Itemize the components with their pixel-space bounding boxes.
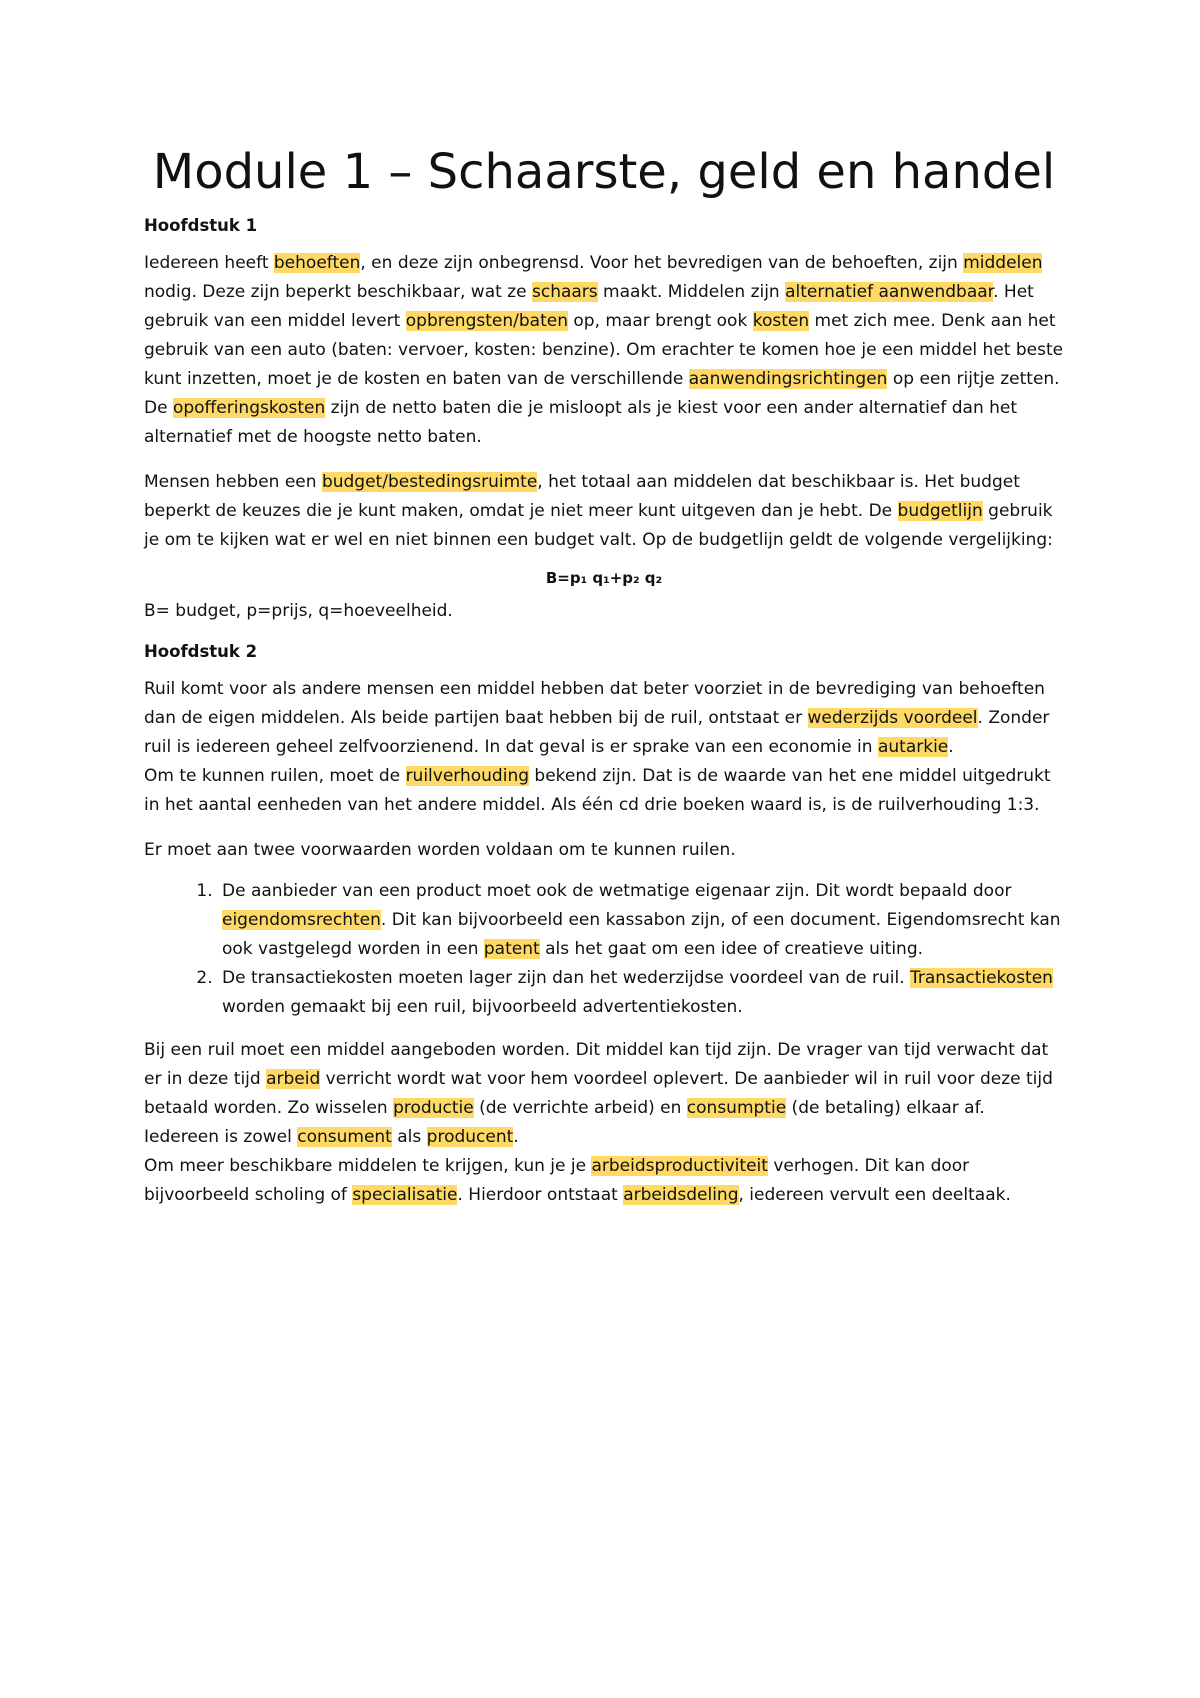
highlight-productie: productie xyxy=(393,1098,474,1118)
chapter-2-paragraph-4: Bij een ruil moet een middel aangeboden worden. Dit middel kan tijd zijn. De vrager van tijd verwacht dat er in deze tijd arbeid verricht wordt wat voor hem voordeel oplevert. De aanbieder wil in ruil voor deze tijd betaald worden. Zo wisselen productie (de verrichte arbeid) en consumptie (de betaling) elkaar af. Iedereen is zowel consument als producent. xyxy=(144,1040,1053,1147)
highlight-kosten: kosten xyxy=(752,311,810,331)
highlight-ruilverhouding: ruilverhouding xyxy=(405,766,530,786)
highlight-patent: patent xyxy=(483,939,540,959)
document-content xyxy=(144,140,1064,1210)
highlight-autarkie: autarkie xyxy=(877,737,949,757)
formula-legend: B= budget, p=prijs, q=hoeveelheid. xyxy=(144,601,453,621)
highlight-budgetlijn: budgetlijn xyxy=(897,501,983,521)
chapter-1-paragraph-3: Mensen hebben een budget/bestedingsruimte, het totaal aan middelen dat beschikbaar is. Het budget beperkt de keuzes die je kunt maken, omdat je niet meer kunt uitgeven dan je hebt. De budgetlijn gebruik je om te kijken wat er wel en niet binnen een budget valt. Op de budgetlijn geldt de volgende vergelijking: xyxy=(144,472,1053,550)
highlight-eigendomsrechten: eigendomsrechten xyxy=(222,910,381,930)
highlight-opofferingskosten: opofferingskosten xyxy=(172,398,326,418)
chapter-2-heading: Hoofdstuk 2 xyxy=(144,642,258,661)
highlight-opbrengsten-baten: opbrengsten/baten xyxy=(405,311,568,331)
highlight-specialisatie: specialisatie xyxy=(352,1185,458,1205)
highlight-producent: producent xyxy=(426,1127,514,1147)
list-item: 2. De transactiekosten moeten lager zijn dan het wederzijdse voordeel van de ruil. Transactiekosten worden gemaakt bij een ruil, bijvoorbeeld advertentiekosten. xyxy=(218,964,1064,1022)
highlight-alternatief-aanwendbaar: alternatief aanwendbaar xyxy=(785,282,994,302)
highlight-wederzijds-voordeel: wederzijds voordeel xyxy=(807,708,978,728)
highlight-aanwendingsrichtingen: aanwendingsrichtingen xyxy=(688,369,888,389)
chapter-1-heading: Hoofdstuk 1 xyxy=(144,216,258,235)
chapter-2-paragraph-5: Om meer beschikbare middelen te krijgen, kun je je arbeidsproductiviteit verhogen. Dit kan door bijvoorbeeld scholing of specialisatie. Hierdoor ontstaat arbeidsdeling, iedereen vervult een deeltaak. xyxy=(144,1156,1011,1205)
highlight-transactiekosten: Transactiekosten xyxy=(910,968,1053,988)
page-title: Module 1 – Schaarste, geld en handel xyxy=(152,144,1056,200)
highlight-consument: consument xyxy=(297,1127,392,1147)
list-item: 1. De aanbieder van een product moet ook de wetmatige eigenaar zijn. Dit wordt bepaald door eigendomsrechten. Dit kan bijvoorbeeld een kassabon zijn, of een document. Eigendomsrecht kan ook vastgelegd worden in een patent als het gaat om een idee of creatieve uiting. xyxy=(218,877,1064,964)
highlight-schaars: schaars xyxy=(531,282,598,302)
highlight-arbeid: arbeid xyxy=(266,1069,321,1089)
highlight-middelen: middelen xyxy=(963,253,1043,273)
highlight-budget-bestedingsruimte: budget/bestedingsruimte xyxy=(321,472,538,492)
chapter-2-paragraph-3: Er moet aan twee voorwaarden worden voldaan om te kunnen ruilen. xyxy=(144,840,736,860)
highlight-arbeidsproductiviteit: arbeidsproductiviteit xyxy=(591,1156,768,1176)
conditions-list xyxy=(144,877,1064,1022)
chapter-1-paragraph-2: De opofferingskosten zijn de netto baten die je misloopt als je kiest voor een ander alternatief dan het alternatief met de hoogste netto baten. xyxy=(144,398,1018,447)
chapter-2-paragraph-1: Ruil komt voor als andere mensen een middel hebben dat beter voorziet in de bevrediging van behoeften dan de eigen middelen. Als beide partijen baat hebben bij de ruil, ontstaat er wederzijds voordeel. Zonder ruil is iedereen geheel zelfvoorzienend. In dat geval is er sprake van een economie in autarkie. xyxy=(144,679,1050,757)
chapter-1-paragraph-1: Iedereen heeft behoeften, en deze zijn onbegrensd. Voor het bevredigen van de behoeften, zijn middelen nodig. Deze zijn beperkt beschikbaar, wat ze schaars maakt. Middelen zijn alternatief aanwendbaar. Het gebruik van een middel levert opbrengsten/baten op, maar brengt ook kosten met zich mee. Denk aan het gebruik van een auto (baten: vervoer, kosten: benzine). Om erachter te komen hoe je een middel het beste kunt inzetten, moet je de kosten en baten van de verschillende aanwendingsrichtingen op een rijtje zetten. xyxy=(144,253,1064,389)
highlight-consumptie: consumptie xyxy=(686,1098,787,1118)
chapter-2-paragraph-2: Om te kunnen ruilen, moet de ruilverhouding bekend zijn. Dat is de waarde van het ene middel uitgedrukt in het aantal eenheden van het andere middel. Als één cd drie boeken waard is, is de ruilverhouding 1:3. xyxy=(144,766,1051,815)
highlight-arbeidsdeling: arbeidsdeling xyxy=(623,1185,739,1205)
budget-formula: B=p₁ q₁+p₂ q₂ xyxy=(545,569,663,587)
highlight-behoeften: behoeften xyxy=(273,253,361,273)
